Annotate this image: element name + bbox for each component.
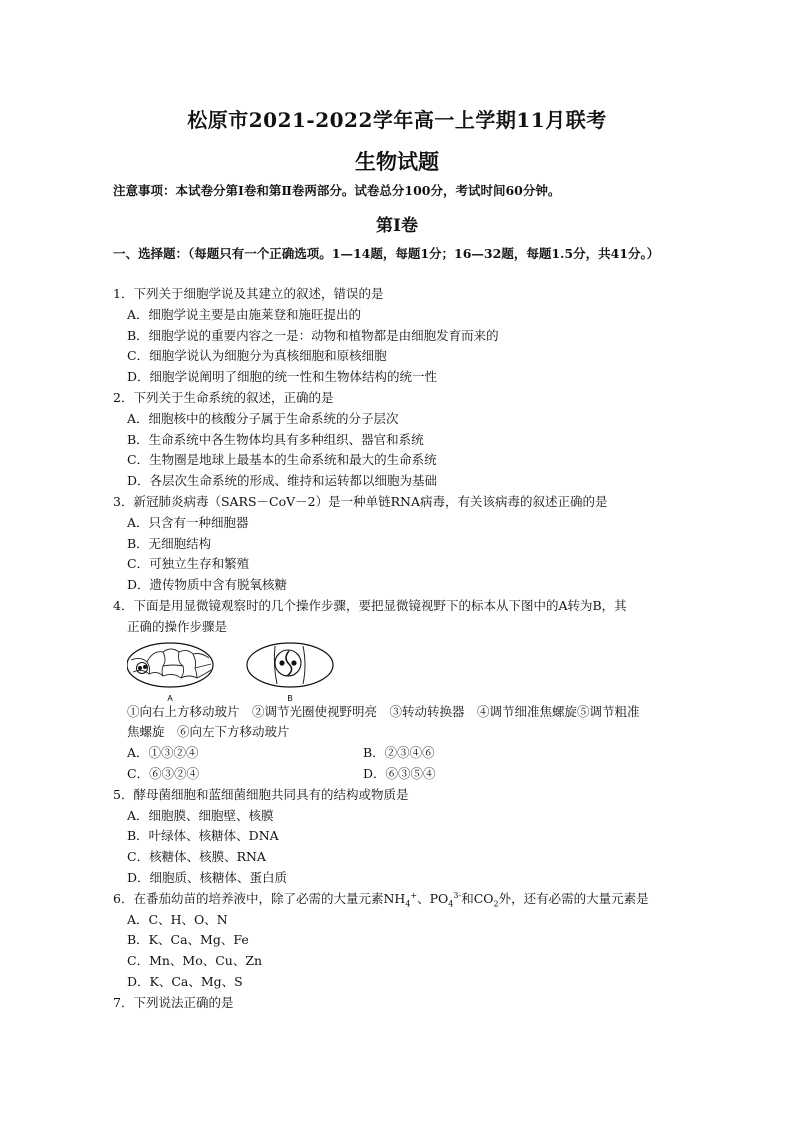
field-b-illustration bbox=[247, 643, 333, 687]
option-b: B．细胞学说的重要内容之一是：动物和植物都是由细胞发育而来的 bbox=[127, 327, 499, 343]
option-d: D．各层次生命系统的形成、维持和运转都以细胞为基础 bbox=[127, 473, 438, 489]
option-a: A．细胞膜、细胞壁、核膜 bbox=[127, 807, 274, 823]
option-d: D．细胞学说阐明了细胞的统一性和生物体结构的统一性 bbox=[127, 369, 438, 385]
figure-b-label: B bbox=[287, 693, 293, 702]
option-d: D．⑥③⑤④ bbox=[363, 765, 436, 781]
figure-a-label: A bbox=[167, 693, 173, 702]
question-stem: 1．下列关于细胞学说及其建立的叙述，错误的是 bbox=[113, 286, 384, 301]
option-a: A．①③②④ bbox=[127, 745, 199, 761]
steps-line-2: 焦螺旋 ⑥向左下方移动玻片 bbox=[127, 724, 290, 740]
option-row-ab bbox=[113, 743, 713, 764]
question-stem: 5．酵母菌细胞和蓝细菌细胞共同具有的结构或物质是 bbox=[113, 786, 409, 802]
field-a-illustration bbox=[127, 643, 213, 687]
option-d: D．遗传物质中含有脱氧核糖 bbox=[127, 577, 288, 593]
option-c: C．核糖体、核膜、RNA bbox=[127, 849, 266, 865]
steps-line-1: ①向右上方移动玻片 ②调节光圈使视野明亮 ③转动转换器 ④调节细准焦螺旋⑤调节粗准 bbox=[127, 703, 640, 719]
option-b: B．K、Ca、Mg、Fe bbox=[127, 932, 249, 948]
exam-subject-title: 生物试题 bbox=[355, 149, 439, 174]
option-row-cd bbox=[113, 764, 713, 785]
option-d: D．细胞质、核糖体、蛋白质 bbox=[127, 869, 288, 885]
exam-title: 松原市2021-2022学年高一上学期11月联考 bbox=[187, 108, 607, 132]
microscope-fields-illustration bbox=[127, 638, 357, 702]
question-stem-continued: 正确的操作步骤是 bbox=[127, 618, 228, 634]
microscope-figure bbox=[127, 638, 713, 702]
question-5 bbox=[113, 785, 713, 889]
question-3 bbox=[113, 492, 713, 596]
question-stem: 6．在番茄幼苗的培养液中，除了必需的大量元素$NH_4^+$、$PO_4^{3-}$和$CO_2$外，还有必需的大量元素是 bbox=[113, 890, 649, 909]
option-a: A．只含有一种细胞器 bbox=[127, 514, 249, 530]
option-b: B．无细胞结构 bbox=[127, 535, 212, 551]
operation-steps bbox=[113, 702, 713, 744]
option-a: A．细胞核中的核酸分子属于生命系统的分子层次 bbox=[127, 410, 399, 426]
option-c: C．可独立生存和繁殖 bbox=[127, 556, 250, 572]
question-6 bbox=[113, 889, 713, 993]
option-c: C．Mn、Mo、Cu、Zn bbox=[127, 953, 263, 969]
option-c: C．生物圈是地球上最基本的生命系统和最大的生命系统 bbox=[127, 452, 437, 468]
question-4 bbox=[113, 596, 713, 785]
option-d: D．K、Ca、Mg、S bbox=[127, 973, 243, 989]
exam-notice: 注意事项：本试卷分第Ⅰ卷和第Ⅱ卷两部分。试卷总分100分，考试时间60分钟。 bbox=[113, 183, 561, 198]
option-b: B．生命系统中各生物体均具有多种组织、器官和系统 bbox=[127, 431, 424, 447]
option-a: A．细胞学说主要是由施莱登和施旺提出的 bbox=[127, 306, 362, 322]
section-heading: 一、选择题：（每题只有一个正确选项。1—14题，每题1分；16—32题，每题1.5分，共41分。） bbox=[113, 246, 660, 261]
question-7 bbox=[113, 993, 713, 1014]
question-list bbox=[113, 284, 713, 1014]
option-c: C．⑥③②④ bbox=[127, 765, 200, 781]
option-a: A．C、H、O、N bbox=[127, 911, 228, 927]
option-b: B．叶绿体、核糖体、DNA bbox=[127, 828, 279, 844]
question-2 bbox=[113, 388, 713, 492]
option-b: B．②③④⑥ bbox=[363, 745, 435, 761]
question-stem: 4．下面是用显微镜观察时的几个操作步骤，要把显微镜视野下的标本从下图中的A转为B，其 bbox=[113, 597, 627, 613]
question-1 bbox=[113, 284, 713, 388]
question-stem: 7．下列说法正确的是 bbox=[113, 994, 234, 1010]
volume-heading: 第Ⅰ卷 bbox=[376, 216, 418, 236]
question-stem: 3．新冠肺炎病毒（SARS－CoV－2）是一种单链RNA病毒，有关该病毒的叙述正确的是 bbox=[113, 493, 608, 509]
question-stem: 2．下列关于生命系统的叙述，正确的是 bbox=[113, 389, 334, 405]
option-c: C．细胞学说认为细胞分为真核细胞和原核细胞 bbox=[127, 348, 387, 364]
